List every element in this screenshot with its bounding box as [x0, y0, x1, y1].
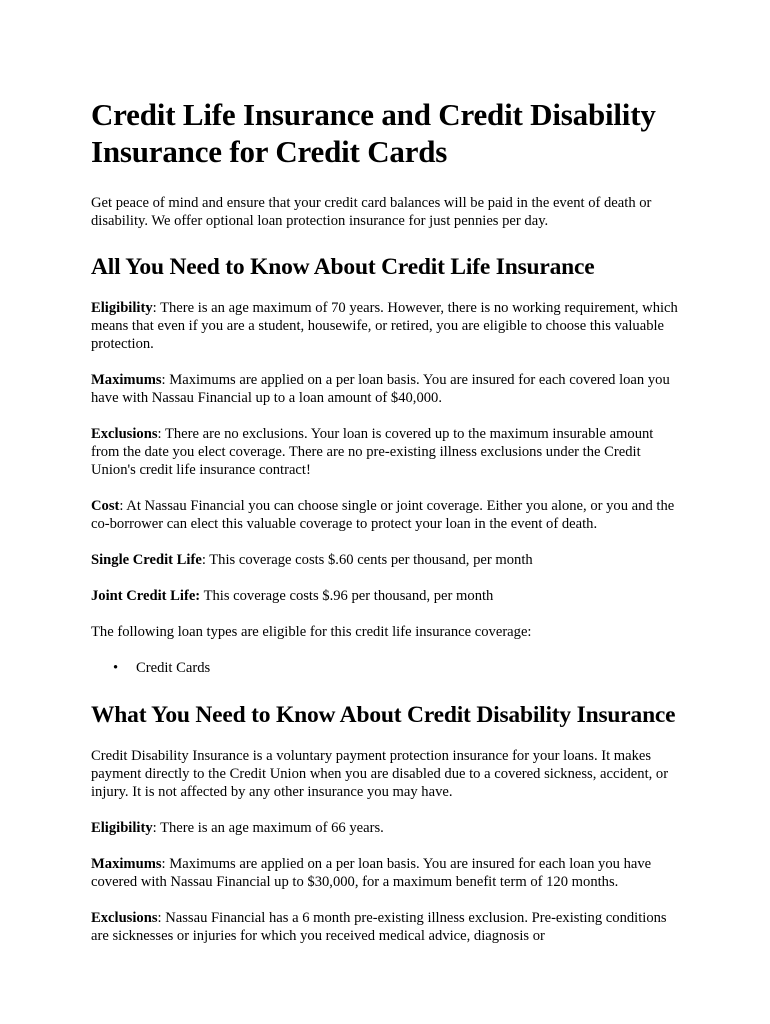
- term-text: This coverage costs $.60 cents per thousand, per month: [209, 552, 533, 568]
- eligible-loans-intro: The following loan types are eligible for this credit life insurance coverage:: [91, 624, 532, 640]
- eligible-loans-list: [91, 659, 681, 677]
- term-separator: :: [161, 372, 170, 388]
- term-label: Eligibility: [91, 300, 153, 316]
- disability-maximums-paragraph: [91, 855, 681, 891]
- term-label: Exclusions: [91, 910, 158, 926]
- disability-eligibility-paragraph: [91, 819, 681, 837]
- life-cost-paragraph: [91, 497, 681, 533]
- disability-exclusions-paragraph: [91, 909, 681, 945]
- term-label: Cost: [91, 498, 120, 514]
- term-separator: :: [157, 426, 165, 442]
- term-separator: :: [201, 552, 210, 568]
- term-label: Joint Credit Life:: [91, 588, 201, 604]
- disability-intro-paragraph: Credit Disability Insurance is a voluntary payment protection insurance for your loans. It makes payment directly to the Credit Union when you are disabled due to a covered sickness, accident, or injury. It is not affected by any other insurance you may have.: [91, 748, 669, 800]
- life-eligibility-paragraph: [91, 299, 681, 353]
- term-label: Maximums: [91, 856, 162, 872]
- life-exclusions-paragraph: [91, 425, 681, 479]
- term-text: Maximums are applied on a per loan basis. You are insured for each covered loan you have with Nassau Financial up to a loan amount of $40,000.: [91, 372, 670, 406]
- term-text: At Nassau Financial you can choose single or joint coverage. Either you alone, or you and the co-borrower can elect this valuable coverage to protect your loan in the event of death.: [91, 498, 675, 532]
- term-text: There is an age maximum of 70 years. However, there is no working requirement, which means that even if you are a student, housewife, or retired, you are eligible to choose this valuable protection.: [91, 300, 678, 352]
- term-separator: :: [157, 910, 166, 926]
- list-item: [91, 659, 681, 677]
- term-text: There are no exclusions. Your loan is covered up to the maximum insurable amount from the date you elect coverage. There are no pre-existing illness exclusions under the Credit Union's credit life insurance contract!: [91, 426, 654, 478]
- term-text: There is an age maximum of 66 years.: [160, 820, 384, 836]
- term-text: Nassau Financial has a 6 month pre-existing illness exclusion. Pre-existing conditions are sicknesses or injuries for which you received medical advice, diagnosis or: [91, 910, 667, 944]
- joint-credit-life-paragraph: [91, 587, 681, 605]
- term-separator: :: [119, 498, 127, 514]
- term-label: Exclusions: [91, 426, 158, 442]
- page-title: Credit Life Insurance and Credit Disability Insurance for Credit Cards: [91, 97, 656, 169]
- intro-paragraph: Get peace of mind and ensure that your credit card balances will be paid in the event of death or disability. We offer optional loan protection insurance for just pennies per day.: [91, 195, 652, 229]
- section-heading-credit-disability: What You Need to Know About Credit Disability Insurance: [91, 702, 676, 728]
- term-label: Maximums: [91, 372, 162, 388]
- section-heading-credit-life: All You Need to Know About Credit Life Insurance: [91, 254, 595, 280]
- term-text: This coverage costs $.96 per thousand, per month: [203, 588, 494, 604]
- bullet-icon: •: [113, 660, 119, 676]
- term-separator: :: [152, 300, 161, 316]
- term-separator: :: [152, 820, 161, 836]
- list-item-text: Credit Cards: [136, 660, 211, 676]
- single-credit-life-paragraph: [91, 551, 681, 569]
- life-maximums-paragraph: [91, 371, 681, 407]
- term-label: Single Credit Life: [91, 552, 202, 568]
- term-text: Maximums are applied on a per loan basis. You are insured for each loan you have covered with Nassau Financial up to $30,000, for a maximum benefit term of 120 months.: [91, 856, 652, 890]
- term-label: Eligibility: [91, 820, 153, 836]
- term-separator: :: [161, 856, 170, 872]
- document-page: [91, 96, 681, 963]
